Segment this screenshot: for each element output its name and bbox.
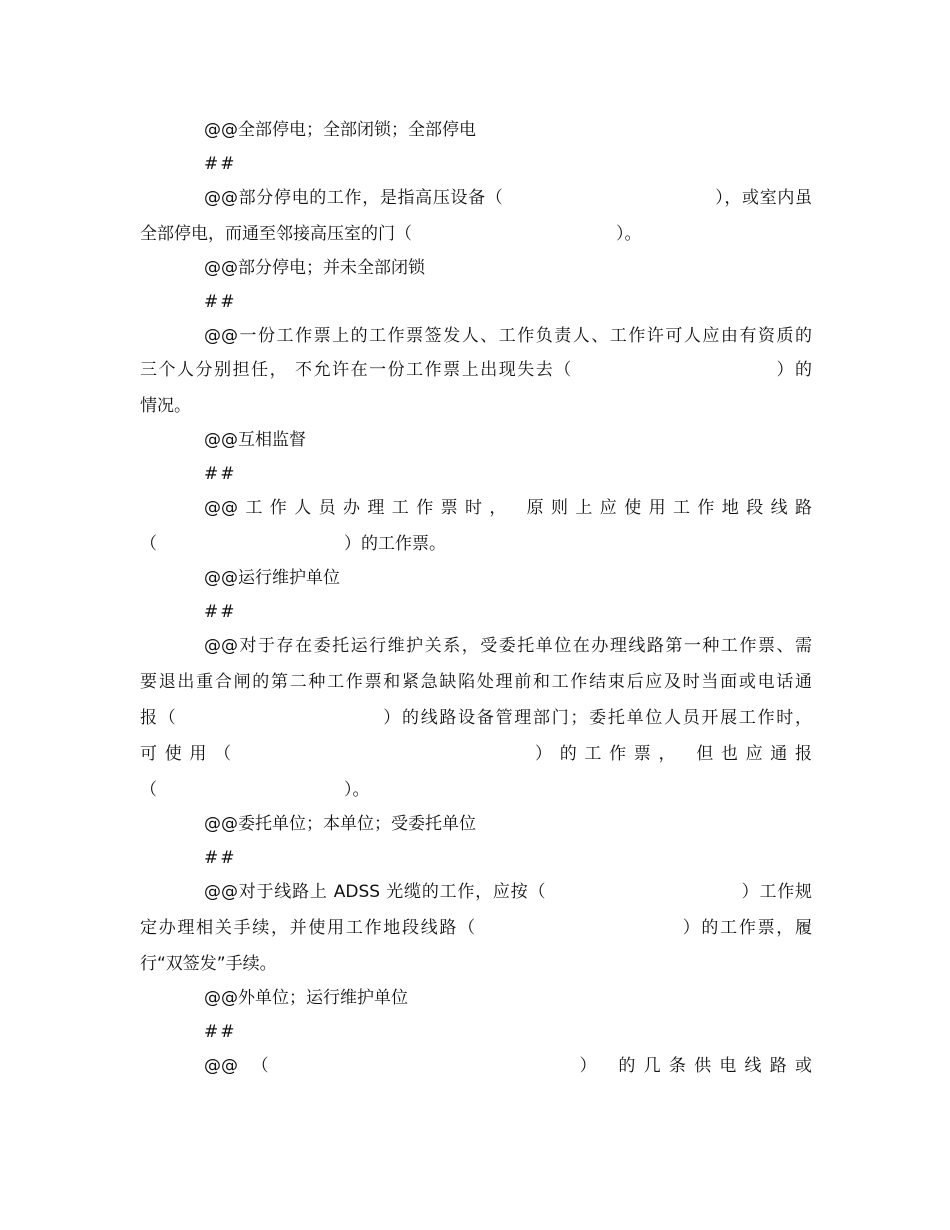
question-6-line-2: 定办理相关手续，并使用工作地段线路（ ）的工作票，履 — [140, 918, 812, 938]
question-6-line-3: 行“双签发”手续。 — [140, 954, 277, 974]
separator-3: ## — [204, 464, 237, 484]
question-2-line-2: 全部停电，而通至邻接高压室的门（ ）。 — [140, 224, 642, 244]
answer-line-3: @@互相监督 — [204, 430, 306, 450]
answer-line-4: @@运行维护单位 — [204, 568, 340, 588]
separator-4: ## — [204, 602, 237, 622]
question-7-line-1: @@ （ ） 的几条供电线路或 — [204, 1056, 812, 1076]
question-3-line-1: @@一份工作票上的工作票签发人、工作负责人、工作许可人应由有资质的 — [204, 326, 812, 346]
question-3-line-3: 情况。 — [140, 396, 191, 416]
question-5-line-4: 可使用（ ）的工作票， 但也应通报 — [140, 744, 812, 764]
question-3-line-2: 三个人分别担任， 不允许在一份工作票上出现失去（ ）的 — [140, 360, 812, 380]
question-5-line-1: @@对于存在委托运行维护关系，受委托单位在办理线路第一种工作票、需 — [204, 636, 812, 656]
question-4-line-1: @@工作人员办理工作票时， 原则上应使用工作地段线路 — [204, 498, 812, 518]
answer-line-5: @@委托单位；本单位；受委托单位 — [204, 814, 476, 834]
answer-line-1: @@全部停电；全部闭锁；全部停电 — [204, 120, 476, 140]
answer-line-2: @@部分停电；并未全部闭锁 — [204, 258, 425, 278]
question-2-line-1: @@部分停电的工作，是指高压设备（ ），或室内虽 — [204, 188, 812, 208]
separator-1: ## — [204, 154, 237, 174]
question-5-line-3: 报（ ）的线路设备管理部门；委托单位人员开展工作时， — [140, 708, 812, 728]
separator-2: ## — [204, 292, 237, 312]
question-5-line-5: （ ）。 — [140, 780, 370, 800]
question-4-line-2: （ ）的工作票。 — [140, 534, 446, 554]
question-6-line-1: @@对于线路上 ADSS 光缆的工作，应按（ ）工作规 — [204, 882, 812, 902]
separator-5: ## — [204, 848, 237, 868]
question-5-line-2: 要退出重合闸的第二种工作票和紧急缺陷处理前和工作结束后应及时当面或电话通 — [140, 672, 812, 692]
separator-6: ## — [204, 1022, 237, 1042]
answer-line-6: @@外单位；运行维护单位 — [204, 988, 408, 1008]
